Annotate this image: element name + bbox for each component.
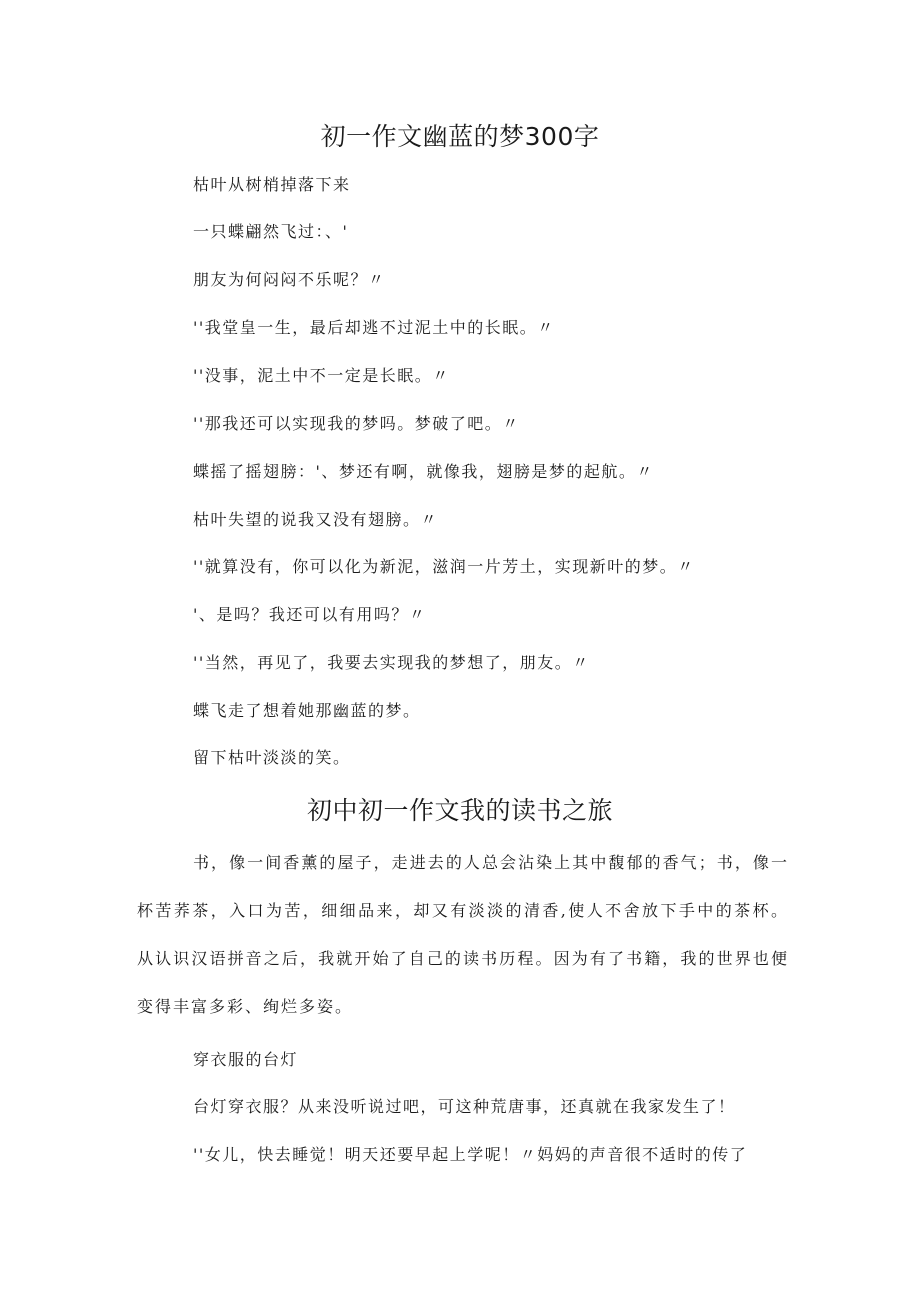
essay-line: 穿衣服的台灯 — [193, 1050, 299, 1069]
essay-title-2: 初中初一作文我的读书之旅 — [306, 796, 613, 825]
essay-line: ''就算没有，你可以化为新泥，滋润一片芳土，实现新叶的梦。〃 — [193, 557, 695, 576]
essay-line: 枯叶从树梢掉落下来 — [193, 175, 351, 194]
essay-line: 留下枯叶淡淡的笑。 — [193, 748, 351, 767]
essay-line: 蝶飞走了想着她那幽蓝的梦。 — [193, 701, 421, 720]
essay-line: ''当然，再见了，我要去实现我的梦想了，朋友。〃 — [193, 653, 590, 672]
essay-line: ''那我还可以实现我的梦吗。梦破了吧。〃 — [193, 414, 520, 433]
essay-line: ''我堂皇一生，最后却逃不过泥土中的长眠。〃 — [193, 318, 555, 337]
essay-line: ''没事，泥土中不一定是长眠。〃 — [193, 366, 450, 385]
essay-line: 朋友为何闷闷不乐呢？〃 — [193, 270, 386, 289]
essay-line: 枯叶失望的说我又没有翅膀。〃 — [193, 510, 439, 529]
essay-line: '、是吗？我还可以有用吗？〃 — [193, 605, 427, 624]
essay-line: 蝶摇了摇翅膀：'、梦还有啊，就像我，翅膀是梦的起航。〃 — [193, 462, 654, 481]
essay-title-1: 初一作文幽蓝的梦300字 — [320, 122, 600, 151]
essay-line: 台灯穿衣服？从来没听说过吧，可这种荒唐事，还真就在我家发生了！ — [193, 1097, 736, 1116]
essay-paragraph: 书，像一间香薰的屋子，走进去的人总会沾染上其中馥郁的香气；书，像一杯苦荞茶，入口为苦，细细品来，却又有淡淡的清香,使人不舍放下手中的茶杯。从认识汉语拼音之后，我就开始了自己的读书历程。因为有了书籍，我的世界也便变得丰富多彩、绚烂多姿。 — [137, 853, 789, 1016]
essay-line: 一只蝶翩然飞过：、' — [193, 222, 349, 241]
essay-line: ''女儿，快去睡觉！明天还要早起上学呢！〃妈妈的声音很不适时的传了 — [193, 1145, 748, 1164]
